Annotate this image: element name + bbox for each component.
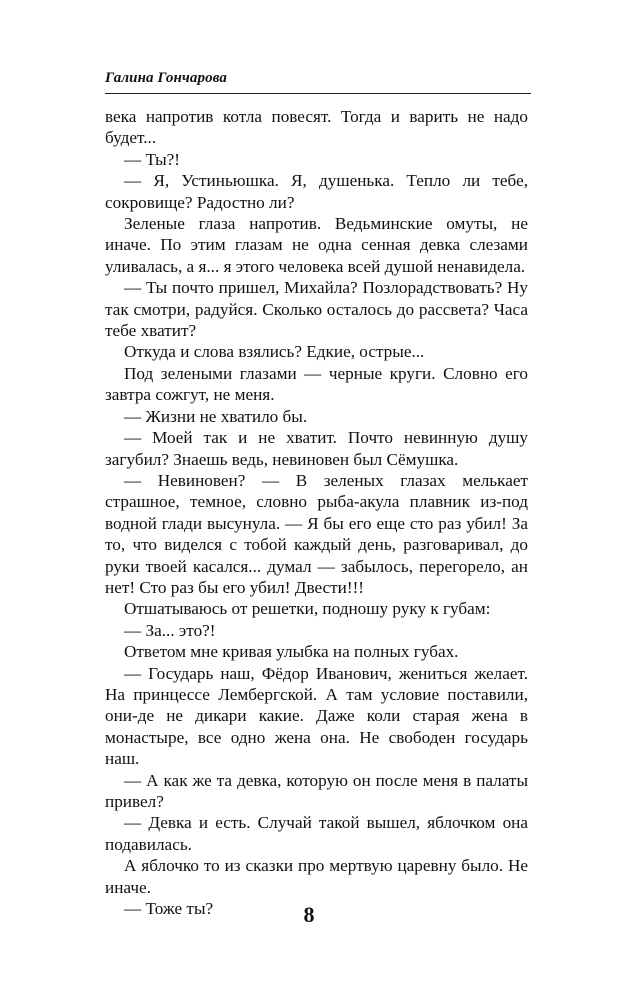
paragraph-2: — Ты?!	[124, 149, 181, 169]
page-number: 8	[303, 902, 315, 927]
paragraph-10: — Невиновен? — В зеленых глазах мелькает страшное, темное, словно рыба-акула плавник из-под водной глади высунула. — Я бы его еще сто раз убил! За то, что виделся с тобой каждый день, разговаривал, до руки твоей касался... думал — забылось, перегорело, ан нет! Сто раз бы его убил! Двести!!!	[105, 470, 528, 597]
paragraph-4: Зеленые глаза напротив. Ведьминские омуты, не иначе. По этим глазам не одна сенная девка слезами уливалась, а я... я этого человека всей душой ненавидела.	[105, 214, 528, 276]
paragraph-18: — Тоже ты?	[124, 899, 214, 919]
running-head-author: Галина Гончарова	[105, 70, 227, 86]
paragraph-12: — За... это?!	[124, 620, 216, 640]
paragraph-15: — А как же та девка, которую он после меня в палаты привел?	[105, 770, 528, 811]
paragraph-17: А яблочко то из сказки про мертвую царевну было. Не иначе.	[105, 856, 528, 897]
body-text	[105, 106, 528, 919]
paragraph-5: — Ты почто пришел, Михайла? Позлорадствовать? Ну так смотри, радуйся. Сколько осталось до рассвета? Часа тебе хватит?	[105, 278, 528, 341]
paragraph-16: — Девка и есть. Случай такой вышел, яблочком она подавилась.	[105, 813, 528, 854]
paragraph-13: Ответом мне кривая улыбка на полных губах.	[124, 642, 459, 662]
paragraph-6: Откуда и слова взялись? Едкие, острые...	[124, 342, 425, 362]
paragraph-14: — Государь наш, Фёдор Иванович, жениться желает. На принцессе Лембергской. А там условие поставили, они-де не дикари какие. Даже коли старая жена в монастыре, все одно жена она. Не свободен государь наш.	[105, 663, 528, 769]
paragraph-11: Отшатываюсь от решетки, подношу руку к губам:	[124, 599, 491, 619]
header-rule	[105, 93, 531, 94]
paragraph-3: — Я, Устиньюшка. Я, душенька. Тепло ли тебе, сокровище? Радостно ли?	[105, 171, 528, 212]
paragraph-7: Под зелеными глазами — черные круги. Словно его завтра сожгут, не меня.	[105, 363, 528, 405]
paragraph-8: — Жизни не хватило бы.	[124, 406, 308, 426]
paragraph-9: — Моей так и не хватит. Почто невинную душу загубил? Знаешь ведь, невиновен был Сёмушка.	[105, 428, 528, 469]
paragraph-1: века напротив котла повесят. Тогда и варить не надо будет...	[105, 107, 528, 148]
